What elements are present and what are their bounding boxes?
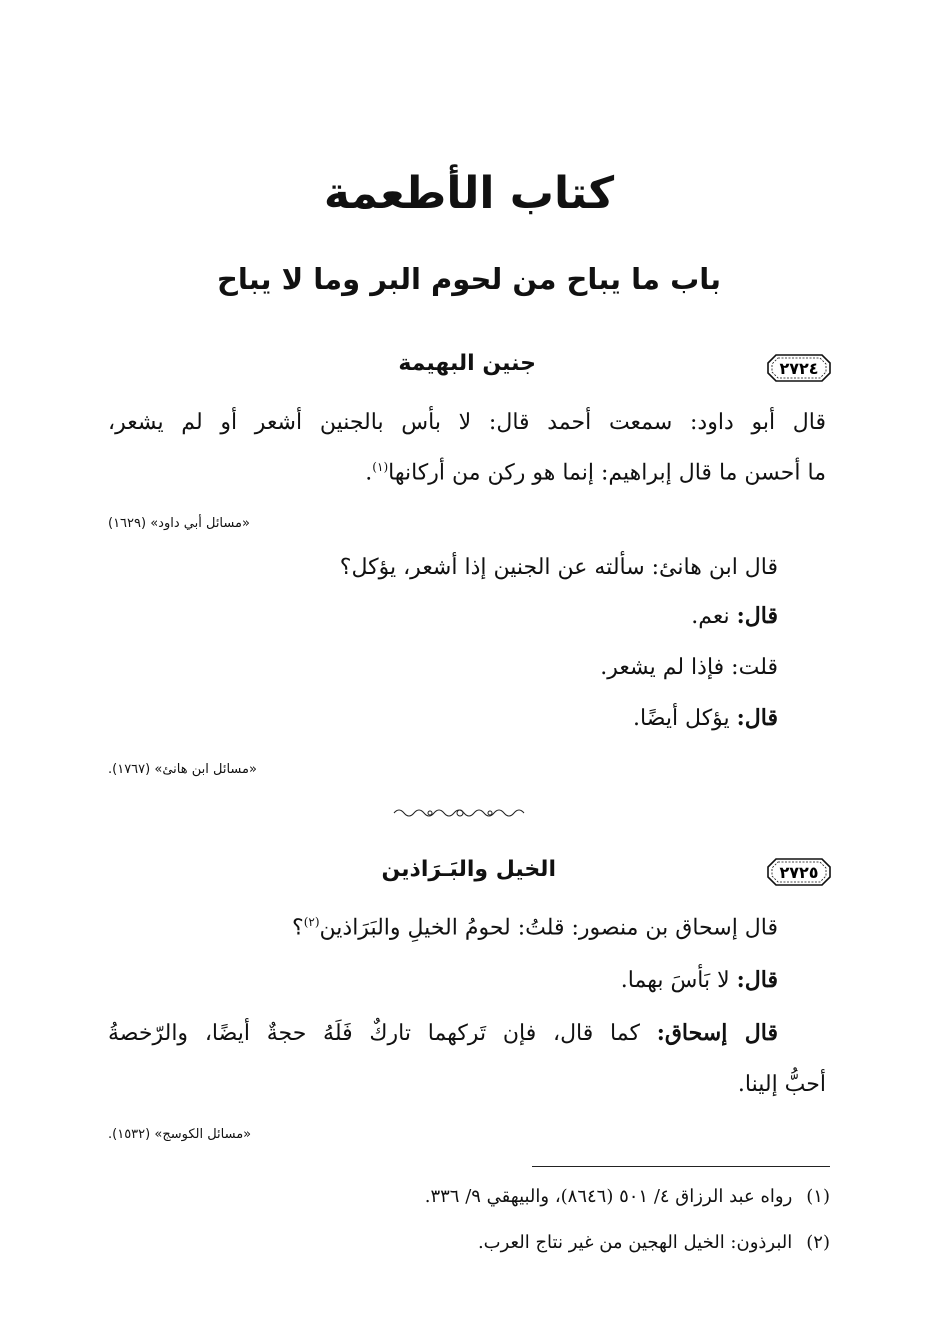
- dialogue-line: [621, 967, 778, 993]
- dialogue-text: قلت: فإذا لم يشعر.: [600, 655, 778, 680]
- source-citation: «مسائل ابن هانئ» (١٧٦٧).: [108, 762, 257, 777]
- text-line: قال أبو داود: سمعت أحمد قال: لا بأس بالجنين أشعر أو لم يشعر،: [108, 410, 826, 435]
- dialogue-line: [108, 1020, 778, 1046]
- footnote-text: رواه عبد الرزاق ٤/ ٥٠١ (٨٦٤٦)، والبيهقي ٩/ ٣٣٦.: [424, 1186, 793, 1207]
- text-segment: ما أحسن ما قال إبراهيم: إنما هو ركن من أركانها: [388, 460, 826, 486]
- chapter-title: باب ما يباح من لحوم البر وما لا يباح: [216, 262, 722, 296]
- footnote: [425, 1186, 830, 1207]
- source-citation: «مسائل الكوسج» (١٥٣٢).: [108, 1127, 252, 1142]
- footnote: [478, 1232, 830, 1253]
- footnote-ref: (١): [372, 460, 389, 474]
- speaker-label: قال:: [736, 705, 778, 731]
- text-segment: ؟: [292, 915, 304, 941]
- footnote-number: (١): [806, 1186, 830, 1207]
- footnote-divider: [532, 1166, 830, 1167]
- text-segment: .: [365, 460, 373, 486]
- footnote-number: (٢): [806, 1232, 830, 1253]
- footnote-text: البرذون: الخيل الهجين من غير نتاج العرب.: [477, 1232, 793, 1253]
- footnote-ref: (٢): [303, 915, 320, 929]
- dialogue-line: [633, 705, 778, 731]
- dialogue-text: أحبُّ إلينا.: [737, 1072, 826, 1097]
- text-segment: قال إسحاق بن منصور: قلتُ: لحومُ الخيلِ والبَرَاذين: [319, 915, 778, 941]
- dialogue-text: نعم.: [691, 604, 737, 629]
- decorative-divider-icon: [390, 806, 530, 820]
- speaker-label: قال:: [736, 967, 778, 993]
- text-line: [365, 460, 826, 485]
- dialogue-line: [691, 603, 778, 629]
- dialogue-text: يؤكل أيضًا.: [633, 706, 737, 731]
- dialogue-line: [738, 1072, 826, 1097]
- speaker-label: قال:: [736, 603, 778, 629]
- section-number-badge: [766, 353, 832, 383]
- section-number: ٢٧٢٥: [779, 862, 819, 882]
- dialogue-text: لا بَأسَ بهما.: [620, 968, 737, 993]
- dialogue-line: [340, 555, 778, 580]
- dialogue-line: [600, 655, 778, 680]
- text-line: [292, 915, 778, 940]
- dialogue-text: كما قال، فإن تَركهما تاركٌ فَلَهُ حجةٌ أيضًا، والرّخصةُ: [108, 1021, 657, 1046]
- dialogue-text: قال ابن هانئ: سألته عن الجنين إذا أشعر، يؤكل؟: [339, 555, 778, 580]
- section-heading: الخيل والبَـرَاذين: [381, 857, 556, 882]
- source-citation: «مسائل أبي داود» (١٦٢٩): [108, 516, 250, 531]
- section-heading: جنين البهيمة: [398, 351, 536, 376]
- section-number-badge: [766, 857, 832, 887]
- section-number: ٢٧٢٤: [779, 358, 819, 378]
- speaker-label: قال إسحاق:: [656, 1020, 778, 1046]
- book-title: كتاب الأطعمة: [323, 168, 615, 219]
